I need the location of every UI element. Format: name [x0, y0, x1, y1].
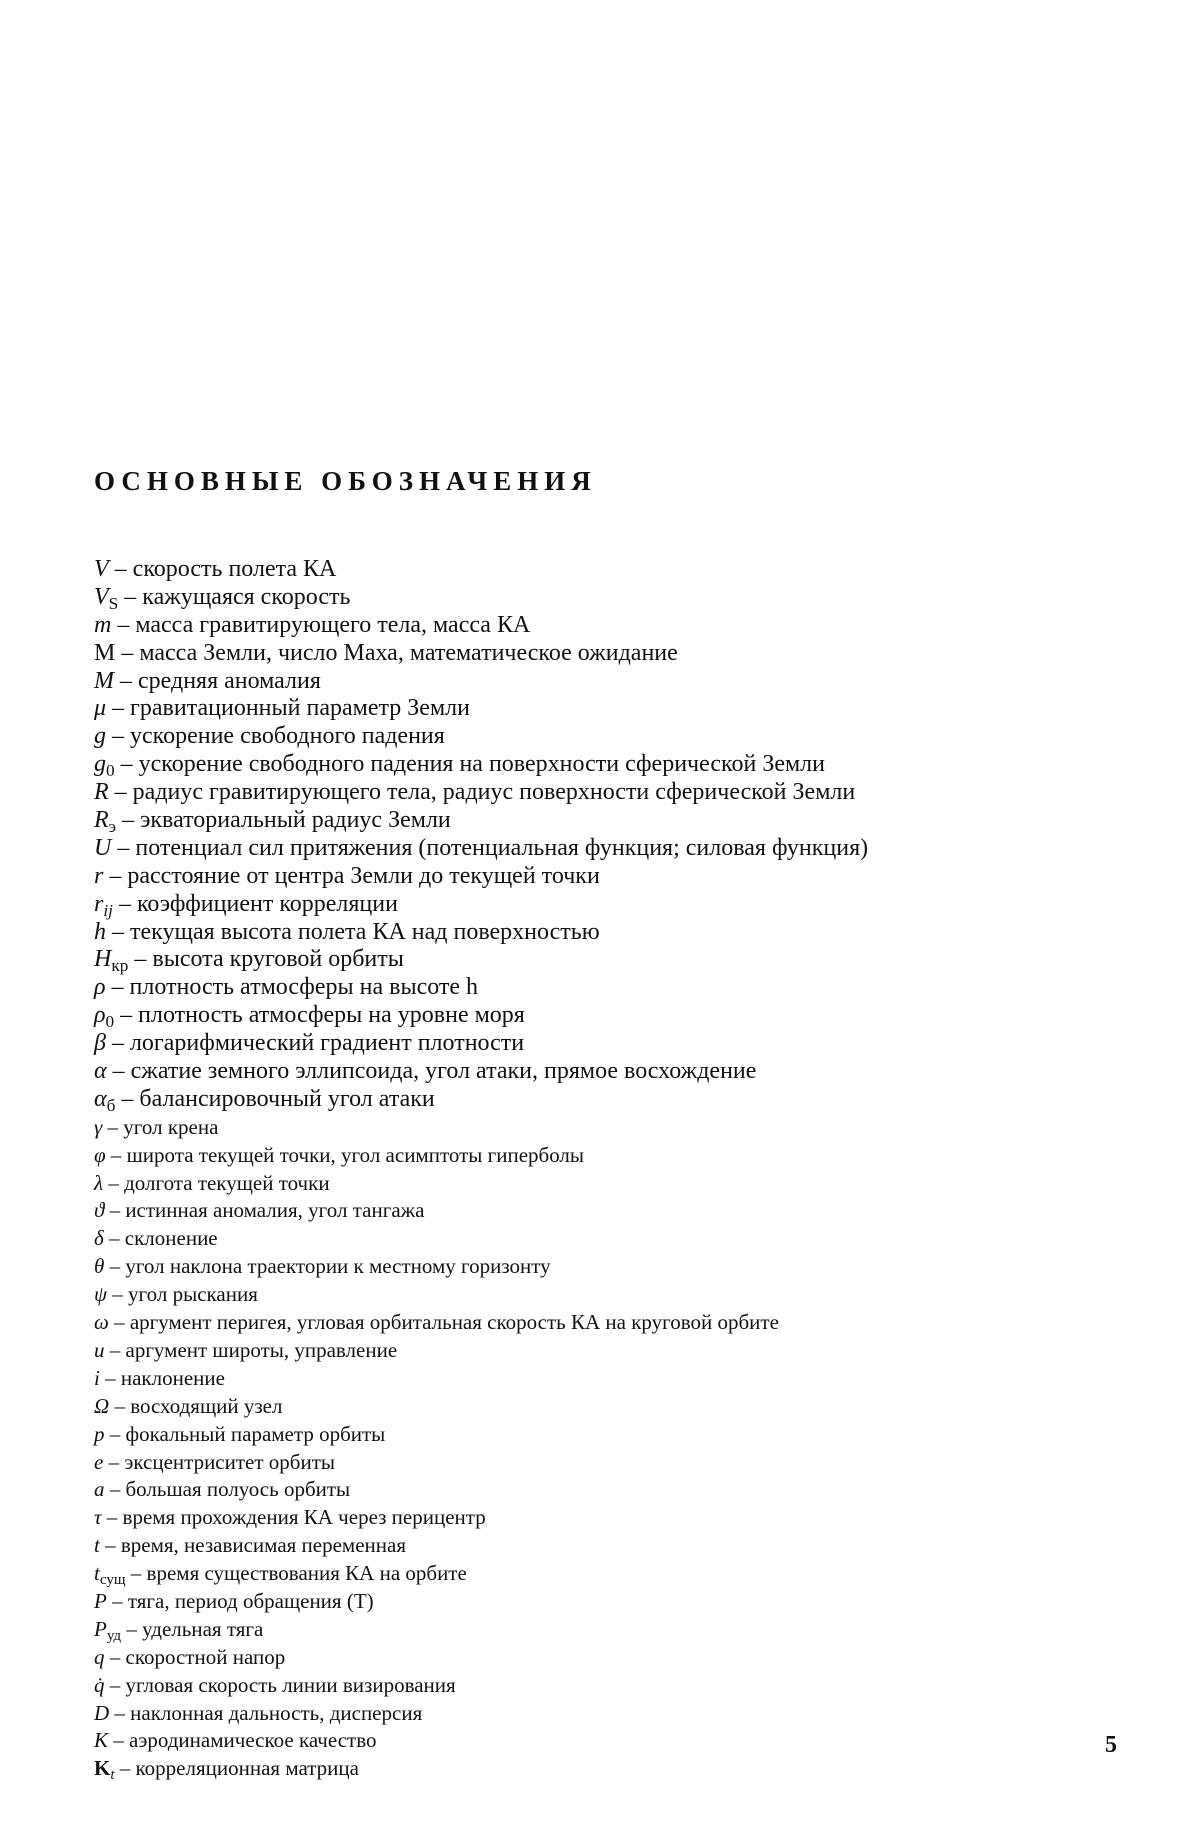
notation-symbol: K	[94, 1756, 111, 1781]
notation-description: – угол наклона траектории к местному горизонту	[104, 1254, 551, 1279]
notation-description: – наклонная дальность, дисперсия	[109, 1700, 423, 1725]
notation-entry	[94, 1365, 868, 1393]
notation-entry	[94, 1644, 868, 1672]
notation-subscript: ij	[103, 900, 113, 920]
notation-symbol: K	[94, 1728, 109, 1753]
notation-description: – ускорение свободного падения	[106, 723, 445, 750]
notation-symbol: D	[94, 1700, 110, 1725]
notation-description: – угол рыскания	[107, 1282, 258, 1307]
notation-entry	[94, 1337, 868, 1365]
notation-description: – плотность атмосферы на высоте h	[105, 974, 479, 1001]
notation-description: – ускорение свободного падения на поверхности сферической Земли	[114, 751, 825, 778]
notation-symbol: λ	[94, 1170, 104, 1195]
notation-symbol: V	[94, 583, 109, 610]
notation-entry	[94, 1393, 868, 1421]
notation-entry	[94, 612, 868, 640]
notation-description: – коэффициент корреляции	[112, 890, 398, 917]
notation-entry	[94, 1197, 868, 1225]
notation-description: – тяга, период обращения (T)	[106, 1588, 374, 1613]
notation-entry	[94, 1476, 868, 1504]
notation-entry	[94, 1142, 868, 1170]
notation-description: – балансировочный угол атаки	[115, 1085, 435, 1112]
notation-symbol: P	[94, 1588, 107, 1613]
notation-entry	[94, 1532, 868, 1560]
notation-entry	[94, 1449, 868, 1477]
notation-entry	[94, 695, 868, 723]
notation-symbol: β	[94, 1030, 106, 1057]
notation-entry	[94, 584, 868, 612]
notation-subscript: уд	[106, 1628, 122, 1645]
notation-entry	[94, 1672, 868, 1700]
notation-symbol: t	[94, 1533, 100, 1558]
notation-entry	[94, 556, 868, 584]
notation-description: – масса Земли, число Маха, математическое ожидание	[115, 639, 678, 666]
notation-description: – средняя аномалия	[114, 667, 321, 694]
notation-description: – расстояние от центра Земли до текущей точки	[103, 862, 600, 889]
page-title: ОСНОВНЫЕ ОБОЗНАЧЕНИЯ	[94, 466, 597, 496]
notation-entry	[94, 1755, 868, 1783]
notation-entry	[94, 1504, 868, 1532]
notation-symbol: ψ	[94, 1282, 108, 1307]
notation-entry	[94, 668, 868, 696]
notation-description: – угловая скорость линии визирования	[104, 1672, 456, 1697]
notation-description: – долгота текущей точки	[103, 1170, 330, 1195]
notation-entry	[94, 1616, 868, 1644]
notation-entry	[94, 863, 868, 891]
notation-description: – экваториальный радиус Земли	[116, 807, 451, 834]
notation-entry	[94, 723, 868, 751]
notation-subscript: сущ	[99, 1572, 126, 1589]
notation-symbol: θ	[94, 1254, 105, 1279]
notation-symbol: P	[94, 1616, 107, 1641]
notation-entry	[94, 1700, 868, 1728]
notation-description: – фокальный параметр орбиты	[104, 1421, 386, 1446]
notation-subscript: э	[108, 816, 117, 836]
notation-symbol: r	[94, 890, 104, 917]
notation-symbol: i	[94, 1365, 100, 1390]
notation-entry	[94, 1253, 868, 1281]
notation-entry	[94, 807, 868, 835]
notation-description: – гравитационный параметр Земли	[106, 695, 470, 722]
notation-entry	[94, 751, 868, 779]
notation-symbol: t	[94, 1561, 100, 1586]
notation-description: – кажущаяся скорость	[118, 583, 351, 610]
notation-entry	[94, 1002, 868, 1030]
notation-symbol: M	[94, 667, 114, 694]
notation-symbol: h	[94, 918, 106, 945]
notation-description: – время существования КА на орбите	[125, 1561, 467, 1586]
notation-description: – корреляционная матрица	[114, 1756, 359, 1781]
notation-symbol: H	[94, 946, 112, 973]
notation-subscript: S	[108, 593, 119, 613]
notation-entry	[94, 1170, 868, 1198]
notation-entry	[94, 1225, 868, 1253]
notation-symbol: a	[94, 1477, 105, 1502]
notation-description: – потенциал сил притяжения (потенциальная функция; силовая функция)	[111, 834, 869, 861]
notation-symbol: ω	[94, 1310, 109, 1335]
notation-description: – скоростной напор	[104, 1644, 286, 1669]
notation-symbol: e	[94, 1449, 104, 1474]
notation-symbol: g	[94, 723, 106, 750]
notation-description: – восходящий узел	[109, 1393, 283, 1418]
notation-entry	[94, 1030, 868, 1058]
notation-subscript: б	[106, 1095, 116, 1115]
notation-symbol: τ	[94, 1505, 102, 1530]
notation-entry	[94, 1309, 868, 1337]
notation-description: – удельная тяга	[121, 1616, 264, 1641]
notation-entry	[94, 1281, 868, 1309]
notation-symbol: u	[94, 1337, 105, 1362]
notation-description: – большая полуось орбиты	[104, 1477, 351, 1502]
notation-symbol: q̇	[94, 1672, 105, 1697]
notation-description: – аргумент широты, управление	[104, 1337, 398, 1362]
notation-description: – скорость полета КА	[108, 556, 337, 582]
notation-description: – угол крена	[102, 1114, 219, 1139]
notation-symbol: γ	[94, 1114, 103, 1139]
notation-entry	[94, 835, 868, 863]
notation-description: – наклонение	[99, 1365, 225, 1390]
notation-symbol: φ	[94, 1142, 106, 1167]
notation-symbol: М	[94, 639, 116, 666]
notation-description: – масса гравитирующего тела, масса КА	[111, 611, 531, 638]
notation-symbol: r	[94, 862, 104, 889]
notation-description: – текущая высота полета КА над поверхностью	[106, 918, 600, 945]
notation-entry	[94, 640, 868, 668]
notation-symbol: δ	[94, 1226, 104, 1251]
notation-symbol: α	[94, 1085, 107, 1112]
notation-subscript: t	[110, 1767, 115, 1784]
notation-entry	[94, 1086, 868, 1114]
notation-symbol: α	[94, 1058, 107, 1085]
notation-description: – эксцентриситет орбиты	[103, 1449, 336, 1474]
notation-symbol: ρ	[94, 1002, 106, 1029]
notation-symbol: U	[94, 834, 112, 861]
notation-symbol: ρ	[94, 974, 106, 1001]
notation-symbol: μ	[94, 695, 107, 722]
notation-description: – время, независимая переменная	[99, 1533, 406, 1558]
notation-description: – время прохождения КА через перицентр	[101, 1505, 486, 1530]
notation-symbol: g	[94, 751, 106, 778]
notation-entry	[94, 919, 868, 947]
notation-symbol: p	[94, 1421, 105, 1446]
notation-entry	[94, 779, 868, 807]
notation-description: – плотность атмосферы на уровне моря	[114, 1002, 525, 1029]
notation-entry	[94, 1114, 868, 1142]
notation-subscript: кр	[111, 956, 129, 976]
notation-subscript: 0	[105, 1012, 115, 1032]
notation-symbol: R	[94, 779, 109, 806]
notation-description: – высота круговой орбиты	[128, 946, 404, 973]
notation-entry	[94, 946, 868, 974]
notation-symbol: m	[94, 611, 112, 638]
notation-symbol: q	[94, 1644, 105, 1669]
notation-entry	[94, 1560, 868, 1588]
notation-description: – радиус гравитирующего тела, радиус поверхности сферической Земли	[108, 779, 856, 806]
notation-description: – широта текущей точки, угол асимптоты гиперболы	[105, 1142, 585, 1167]
notation-symbol: ϑ	[94, 1198, 105, 1223]
notation-entry	[94, 1058, 868, 1086]
notation-entry	[94, 974, 868, 1002]
page-number: 5	[1105, 1732, 1117, 1758]
notation-entry	[94, 891, 868, 919]
notation-description: – сжатие земного эллипсоида, угол атаки, прямое восхождение	[106, 1058, 757, 1085]
notation-description: – логарифмический градиент плотности	[105, 1030, 525, 1057]
notation-description: – аэродинамическое качество	[108, 1728, 377, 1753]
notation-entry	[94, 1727, 868, 1755]
notation-symbol: Ω	[94, 1393, 110, 1418]
notation-subscript: 0	[106, 761, 115, 781]
notation-description: – истинная аномалия, угол тангажа	[104, 1198, 425, 1223]
notation-symbol: R	[94, 807, 109, 834]
notation-description: – склонение	[103, 1226, 218, 1251]
notation-symbol: V	[94, 556, 109, 582]
notation-list	[94, 556, 868, 1783]
notation-description: – аргумент перигея, угловая орбитальная скорость КА на круговой орбите	[108, 1310, 779, 1335]
notation-entry	[94, 1421, 868, 1449]
notation-entry	[94, 1588, 868, 1616]
